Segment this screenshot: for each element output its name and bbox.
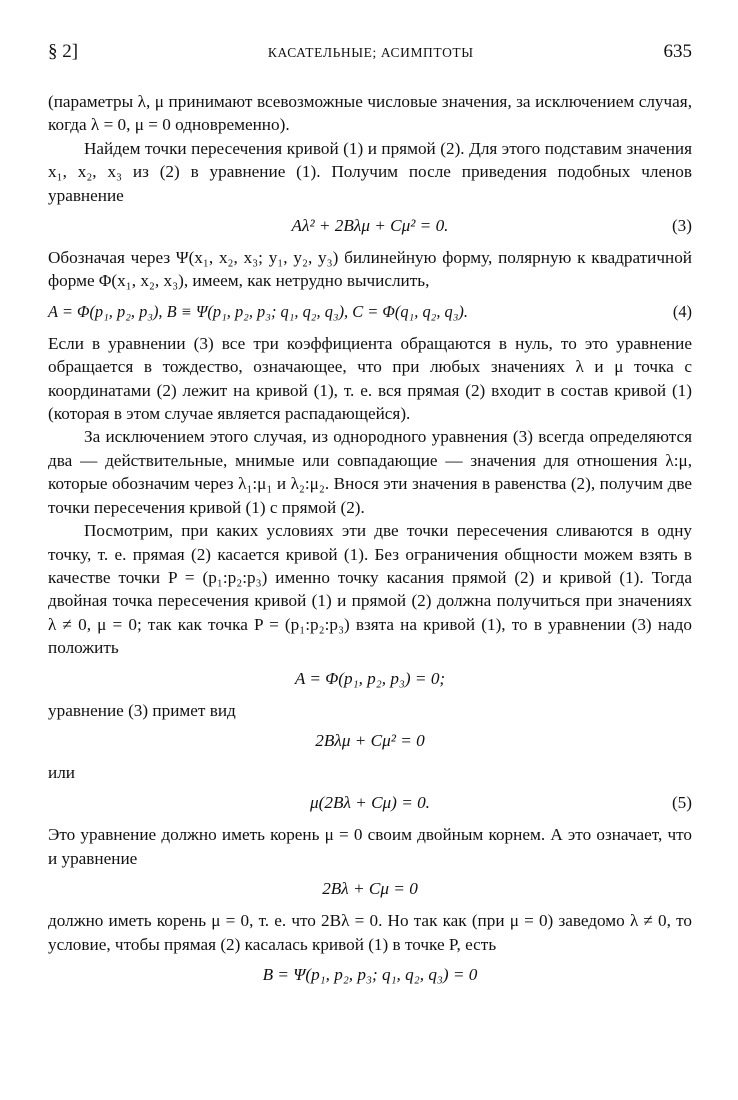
paragraph-parameters: (параметры λ, μ принимают всевозможные числовые значения, за исключением случая, когда λ = 0, μ = 0 одновременно). xyxy=(48,92,692,135)
equation-tangency-condition-body: B = Ψ(p₁, p₂, p₃; q₁, q₂, q₃) = 0 xyxy=(262,964,478,984)
equation-a-zero-body: A = Φ(p₁, p₂, p₃) = 0; xyxy=(294,668,446,688)
running-title: КАСАТЕЛЬНЫЕ; АСИМПТОТЫ xyxy=(267,45,474,60)
line-equation-takes-form: уравнение (3) примет вид xyxy=(48,700,236,720)
equation-5-body: μ(2Bλ + Cμ) = 0. xyxy=(310,793,430,813)
paragraph-bilinear-form: Обозначая через Ψ(x₁, x₂, x₃; y₁, y₂, y₃) билинейную форму, полярную к квадратичной форме Φ(x₁, x₂, x₃), имеем, как нетрудно вычислить, xyxy=(48,248,692,291)
equation-reduced-body: 2Bλμ + Cμ² = 0 xyxy=(315,730,425,750)
equation-5 xyxy=(48,789,692,817)
equation-tangency-condition xyxy=(48,961,692,989)
equation-5-number: (5) xyxy=(671,793,692,813)
equation-reduced xyxy=(48,727,692,755)
word-or: или xyxy=(48,762,75,782)
equation-4-number: (4) xyxy=(672,301,692,321)
paragraph-tangency: Посмотрим, при каких условиях эти две точки пересечения сливаются в одну точку, т. е. прямая (2) касается кривой (1). Без ограничения общности можем взять в качестве точки P = (p₁:p₂:p₃) именно точку касания прямой (2) и кривой (1). Тогда двойная точка пересечения кривой (1) и прямой (2) должна получиться при значениях λ ≠ 0, μ = 0; так как точка P = (p₁:p₂:p₃) взята на кривой (1), то в уравнении (3) надо положить xyxy=(48,521,692,658)
running-header xyxy=(48,40,692,76)
equation-a-zero xyxy=(48,665,692,693)
equation-linear-body: 2Bλ + Cμ = 0 xyxy=(322,879,418,899)
paragraph-condition: должно иметь корень μ = 0, т. е. что 2Bλ = 0. Но так как (при μ = 0) заведомо λ ≠ 0, то условие, чтобы прямая (2) касалась кривой (1) в точке P, есть xyxy=(48,911,692,954)
paragraph-two-points: За исключением этого случая, из однородного уравнения (3) всегда определяются два — действительные, мнимые или совпадающие — значения для отношения λ:μ, которые обозначим через λ₁:μ₁ и λ₂:μ₂. Внося эти значения в равенства (2), получим две точки пересечения кривой (1) с прямой (2). xyxy=(48,427,692,517)
equation-4-body: A = Φ(p₁, p₂, p₃), B ≡ Ψ(p₁, p₂, p₃; q₁, q₂, q₃), C = Φ(q₁, q₂, q₃). xyxy=(48,301,468,321)
paragraph-double-root: Это уравнение должно иметь корень μ = 0 своим двойным корнем. А это означает, что и уравнение xyxy=(48,825,692,868)
equation-4 xyxy=(48,298,692,326)
paragraph-identity-case: Если в уравнении (3) все три коэффициента обращаются в нуль, то это уравнение обращается в тождество, означающее, что при любых значениях λ и μ точка с координатами (2) лежит на кривой (1), т. е. вся прямая (2) входит в состав кривой (1) (которая в этом случае является распадающейся). xyxy=(48,333,692,424)
equation-linear xyxy=(48,875,692,903)
page-number: 635 xyxy=(663,41,692,62)
equation-3 xyxy=(48,212,692,240)
equation-3-number: (3) xyxy=(671,216,692,236)
section-marker: § 2] xyxy=(48,41,79,62)
equation-3-body: Aλ² + 2Bλμ + Cμ² = 0. xyxy=(291,216,449,236)
paragraph-intersection: Найдем точки пересечения кривой (1) и прямой (2). Для этого подставим значения x₁, x₂, x₃ из (2) в уравнение (1). Получим после приведения подобных членов уравнение xyxy=(48,138,692,205)
